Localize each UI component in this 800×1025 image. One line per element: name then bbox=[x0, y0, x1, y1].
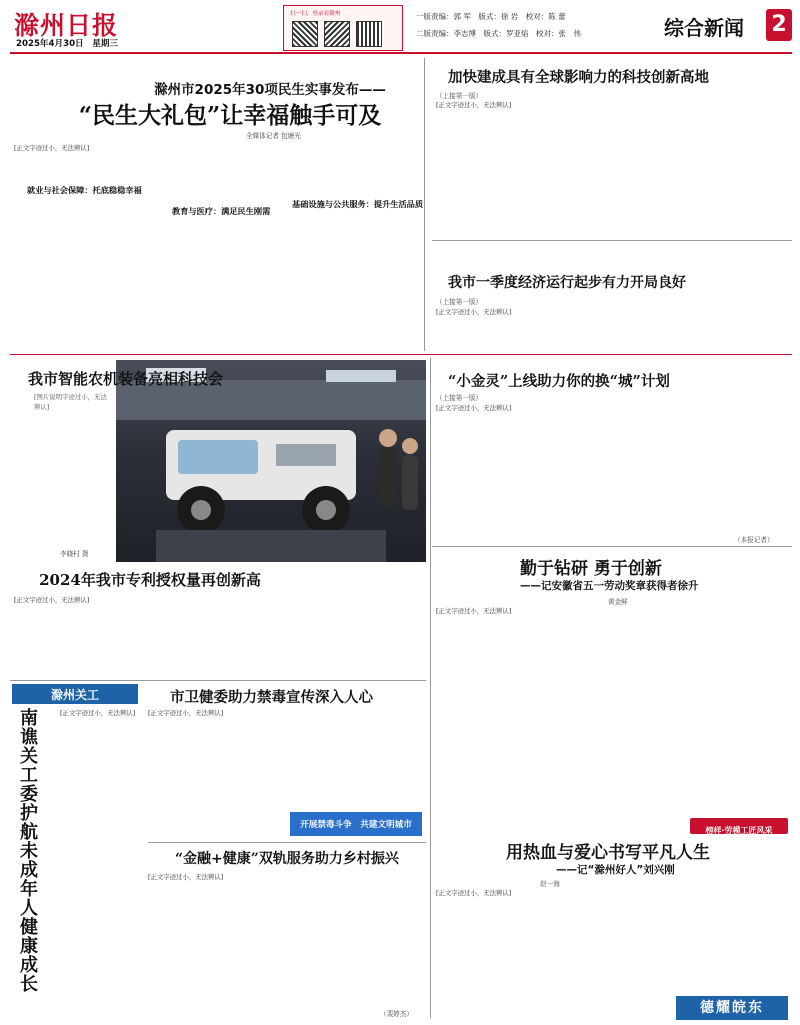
masthead-date: 2025年4月30日 星期三 bbox=[16, 39, 119, 49]
worker-body-col-1: [正文字迹过小，无法辨认] bbox=[436, 607, 512, 615]
camera-note: （本报记者） bbox=[734, 536, 774, 544]
econ-body-col-1: [正文字迹过小，无法辨认] bbox=[436, 308, 512, 316]
newspaper-logo: 滁州日报 bbox=[14, 11, 119, 40]
blood-headline: 用热血与爱心书写平凡人生 bbox=[506, 843, 710, 863]
camera-byline: （上接第一版） bbox=[436, 394, 483, 402]
guangu-header-text: 滁州关工 bbox=[50, 688, 99, 702]
page-number: 2 bbox=[771, 12, 787, 37]
campaign-banner-text: 开展禁毒斗争 共建文明城市 bbox=[300, 820, 412, 830]
guangu-body: [正文字迹过小，无法辨认] bbox=[60, 709, 136, 717]
patent-headline: 2024年我市专利授权量再创新高 bbox=[39, 571, 261, 589]
patent-body-col-3 bbox=[283, 562, 423, 675]
patent-body-col-2 bbox=[148, 595, 276, 675]
blood-badge bbox=[690, 818, 788, 834]
drug-bottom-rule bbox=[148, 842, 426, 843]
blood-byline: 赵一海 bbox=[540, 880, 560, 888]
econ-headline: 我市一季度经济运行起步有力开局良好 bbox=[448, 275, 686, 291]
camera-body-col-1: [正文字迹过小，无法辨认] bbox=[436, 404, 512, 412]
worker-subheadline: ——记安徽省五一劳动奖章获得者徐升 bbox=[520, 580, 699, 592]
tech-body-col-2 bbox=[553, 100, 665, 236]
finance-note: （裴婷杰） bbox=[380, 1010, 413, 1018]
section-title: 综合新闻 bbox=[664, 16, 744, 40]
patent-bottom-rule bbox=[10, 680, 426, 681]
guangu-header bbox=[12, 684, 138, 704]
tech-bottom-rule bbox=[432, 240, 792, 241]
lead-body-col-3 bbox=[283, 143, 416, 330]
agri-caption: [图片说明字迹过小，无法辨认] bbox=[34, 393, 107, 412]
econ-body-col-2 bbox=[553, 307, 665, 351]
tech-body-col-3 bbox=[672, 88, 790, 236]
lead-subhead-1: 就业与社会保障：托底稳稳幸福 bbox=[27, 185, 142, 195]
patent-body-col-1: [正文字迹过小，无法辨认] bbox=[14, 596, 90, 604]
finance-headline: “金融+健康”双轨服务助力乡村振兴 bbox=[175, 851, 399, 867]
drug-headline: 市卫健委助力禁毒宣传深入人心 bbox=[170, 689, 373, 706]
editor-credits-2: 二版责编：李志博 版式：罗亚焰 校对：张 伟 bbox=[416, 29, 581, 38]
finance-body-col-2 bbox=[290, 872, 426, 1006]
econ-body-col-3 bbox=[672, 296, 790, 351]
blood-body-col-1: [正文字迹过小，无法辨认] bbox=[436, 889, 512, 897]
qr-box bbox=[283, 5, 403, 51]
campaign-banner bbox=[290, 812, 422, 836]
lead-col-divider bbox=[424, 58, 425, 351]
qr-code-icon-3[interactable] bbox=[356, 21, 382, 47]
lead-byline: 全媒体记者 包塘光 bbox=[246, 132, 301, 140]
worker-body-col-2b bbox=[604, 720, 790, 828]
lead-subhead-2: 教育与医疗：满足民生刚需 bbox=[172, 206, 271, 216]
editor-credits-1: 一版责编：郭 军 版式：徐 岩 校对：陈 蕾 bbox=[416, 12, 566, 21]
worker-body-col-2 bbox=[604, 606, 790, 718]
agri-photo bbox=[116, 360, 426, 562]
page-number-badge bbox=[766, 9, 792, 41]
blood-badge-text: 榜样·劳模工匠风采 bbox=[705, 826, 773, 835]
footer-brand: 德耀皖东 bbox=[700, 1000, 764, 1016]
right-col-divider bbox=[430, 358, 431, 1018]
qr-code-icon-2[interactable] bbox=[324, 21, 350, 47]
blood-body-col-2 bbox=[604, 888, 790, 994]
camera-body-col-2 bbox=[553, 393, 665, 531]
qr-caption: 扫一扫，登录看滁州 bbox=[290, 11, 341, 17]
drug-body-col-2 bbox=[290, 708, 426, 808]
worker-byline: 黄金鲜 bbox=[608, 598, 628, 606]
lead-subhead-3: 基础设施与公共服务：提升生活品质 bbox=[292, 199, 424, 209]
camera-body-col-3 bbox=[672, 393, 790, 531]
drug-body-col-1: [正文字迹过小，无法辨认] bbox=[148, 709, 224, 717]
econ-byline: （上接第一版） bbox=[436, 298, 483, 306]
blood-subheadline: ——记“滁州好人”刘兴刚 bbox=[556, 864, 675, 876]
lead-headline: “民生大礼包”让幸福触手可及 bbox=[78, 102, 382, 129]
tech-body-col-1: [正文字迹过小，无法辨认] bbox=[436, 101, 512, 109]
lead-body-col-1: [正文字迹过小，无法辨认] bbox=[14, 144, 90, 152]
agri-headline: 我市智能农机装备亮相科技会 bbox=[28, 370, 224, 388]
tech-headline: 加快建成具有全球影响力的科技创新高地 bbox=[448, 69, 709, 86]
guangu-vertical-title: 南谯关工委护航未成年人健康成长 bbox=[17, 708, 38, 993]
top-section-rule bbox=[10, 354, 792, 355]
lead-kicker: 滁州市2025年30项民生实事发布—— bbox=[154, 82, 386, 98]
agri-photographer: 李晓村 摄 bbox=[60, 550, 89, 558]
agri-photo-art bbox=[116, 360, 426, 562]
worker-headline: 勤于钻研 勇于创新 bbox=[520, 559, 662, 579]
qr-code-icon[interactable] bbox=[292, 21, 318, 47]
tech-byline: （上接第一版） bbox=[436, 92, 483, 100]
masthead-rule bbox=[10, 52, 792, 54]
footer-brand-box bbox=[676, 996, 788, 1020]
lead-body-col-2 bbox=[148, 143, 276, 330]
finance-body-col-1: [正文字迹过小，无法辨认] bbox=[148, 873, 224, 881]
camera-headline: “小金灵”上线助力你的换“城”计划 bbox=[448, 373, 670, 390]
camera-bottom-rule bbox=[432, 546, 792, 547]
